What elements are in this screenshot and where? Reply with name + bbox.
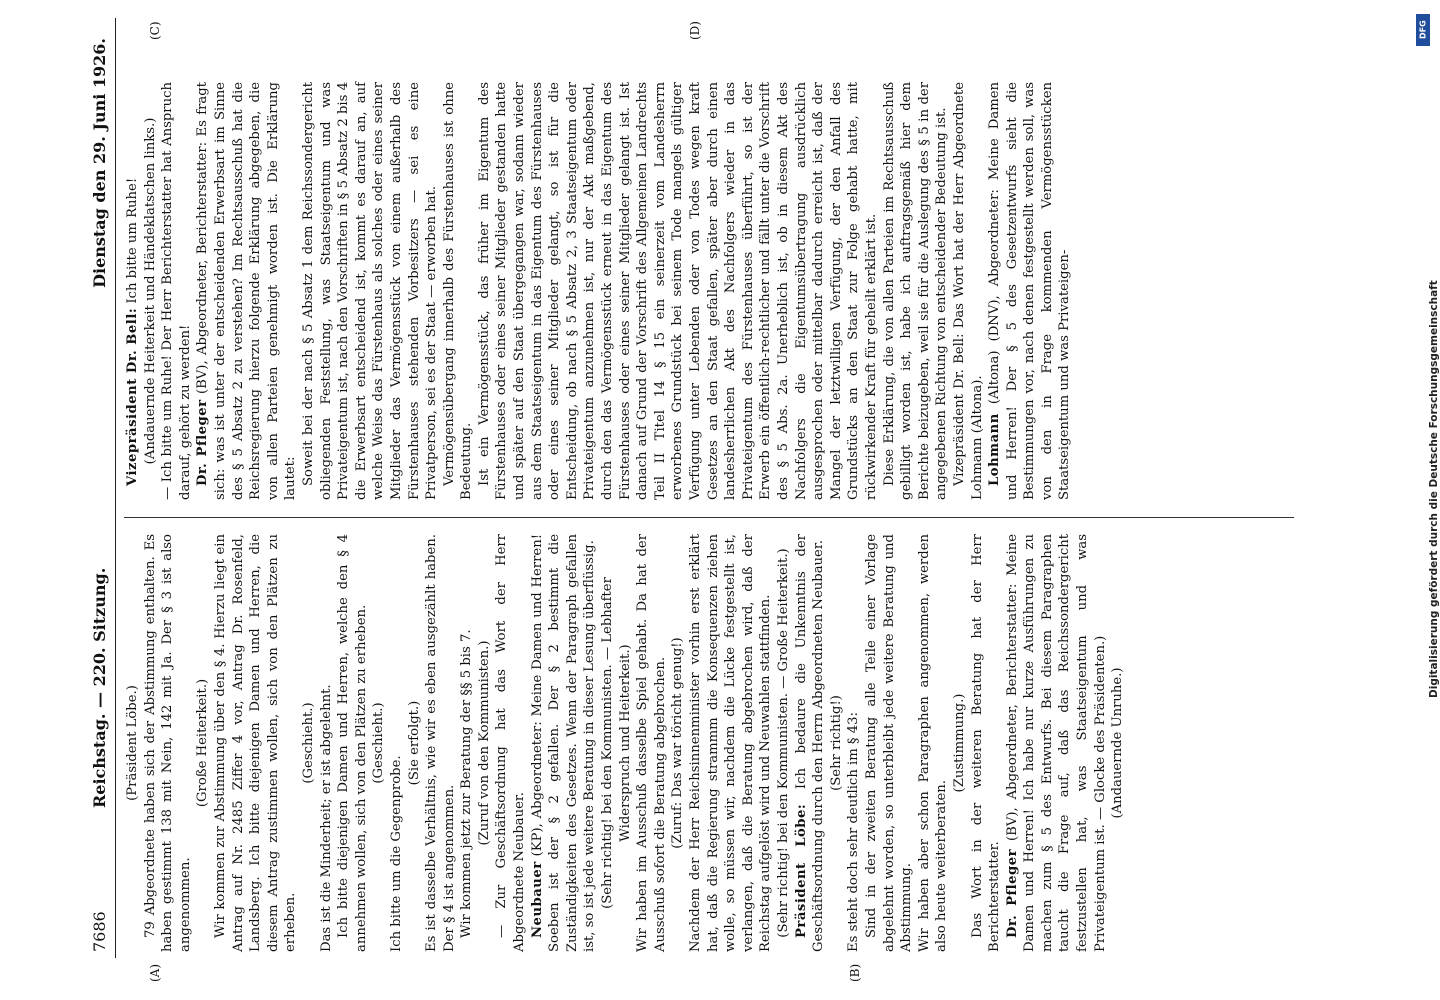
margin-mark-d: (D) bbox=[688, 21, 702, 40]
paragraph-text: Soweit bei der nach § 5 Absatz 1 dem Reichssondergericht obliegenden Feststellung, was Staatseigentum und was Privateigentum ist, nach den Vorschriften in § 5 Absatz 2 bis 4 die Erwerbsart entscheidend ist, kommt es darauf an, auf welche Weise das Fürstenhaus als solches oder eines seiner Mitglieder das Vermögensstück von einem außerhalb des Fürstenhauses stehenden Vorbesitzers — sei es eine Privatperson, sei es der Staat — erworben hat. bbox=[300, 82, 440, 500]
right-column-paragraph bbox=[194, 82, 300, 500]
page-number: 7686 bbox=[90, 911, 109, 952]
right-column-paragraph bbox=[476, 82, 881, 500]
left-column-paragraph bbox=[476, 534, 494, 952]
speaker-name: Dr. Pfleger bbox=[1004, 848, 1020, 938]
left-column-paragraph bbox=[1004, 534, 1110, 952]
right-column-paragraph bbox=[951, 82, 986, 500]
paragraph-text: (KP), Abgeordneter: Meine Damen und Herren! Soeben ist der § 2 gefallen. Der § 2 bestimmt die Zuständigkeiten des Gesetzes. Wenn der Paragraph gefallen ist, so ist jede weitere Beratung in dieser Lesung überflüssig. bbox=[529, 534, 598, 952]
header-center-title: Reichstag. — 220. Sitzung. bbox=[90, 567, 109, 808]
left-column-paragraph bbox=[951, 534, 969, 952]
left-column-paragraph bbox=[388, 534, 406, 952]
paragraph-text: Ist ein Vermögensstück, das früher im Eigentum des Fürstenhauses oder eines seiner Mitglieder gestanden hatte und später auf den Staat übergegangen war, sodann wieder aus dem Staatseigentum in das Eigentum des Fürstenhauses oder eines seiner Mitglieder gelangt, so ist für die Entscheidung, ob nach § 5 Absatz 2, 3 Staatseigentum oder Privateigentum anzunehmen ist, nur der Akt maßgebend, durch den das Vermögensstück erneut in das Eigentum des Fürstenhauses oder eines seiner Mitglieder gelangt ist. Ist danach auf Grund der Vorschrift des Allgemeinen Landrechts Teil II Titel 14 § 15 ein seinerzeit vom Landesherrn erworbenes Grundstück bei seinem Tode mangels gültiger Verfügung unter Lebenden oder von Todes wegen kraft Gesetzes an den Staat gefallen, später aber durch einen landesherrlichen Akt des Nachfolgers wieder in das Privateigentum des Fürstenhauses überführt, so ist der Erwerb ein öffentlich-rechtlicher und fällt unter die Vorschrift des § 5 Abs. 2a. Unerheblich ist, ob in diesem Akt des Nachfolgers die Eigentumsübertragung ausdrücklich ausgesprochen oder mittelbar dadurch erreicht ist, daß der Mangel der letztwilligen Verfügung, der den Anfall des Grundstücks an den Staat zur Folge gehabt hatte, mit rückwirkender Kraft für geheilt erklärt ist. bbox=[476, 82, 879, 500]
paragraph-text: Ich bitte diejenigen Damen und Herren, welche den § 4 annehmen wollen, sich von den Plätzen zu erheben. bbox=[336, 534, 369, 952]
paragraph-text: (Sie erfolgt.) bbox=[406, 700, 422, 786]
left-column-paragraph bbox=[775, 534, 793, 952]
right-column-paragraph bbox=[881, 82, 951, 500]
dfg-logo: DFG bbox=[1416, 14, 1430, 46]
right-column-paragraph bbox=[159, 82, 194, 500]
paragraph-text: (Geschieht.) bbox=[300, 702, 316, 784]
paragraph-text: Wir kommen jetzt zur Beratung der §§ 5 bis 7. bbox=[459, 629, 475, 938]
left-column-paragraph bbox=[406, 534, 424, 952]
header-rule bbox=[115, 18, 116, 958]
right-column-paragraph bbox=[300, 82, 441, 500]
speaker-name: Dr. Pfleger bbox=[195, 399, 211, 486]
paragraph-text: Nachdem der Herr Reichsinnenminister vorhin erst erklärt hat, daß die Regierung strammm die Konsequenzen ziehen wolle, so müssen wir, nachdem die Lücke festgestellt ist, verlangen, daß die Beratung abgebrochen wird, daß der Reichstag aufgelöst wird und Neuwahlen stattfinden. bbox=[688, 534, 774, 952]
paragraph-text: (BV), Abgeordneter, Berichterstatter: Es fragt sich: was ist unter der entscheidenden Erwerbsart im Sinne des § 5 Absatz 2 zu verstehen? Im Rechtsausschuß hat die Reichsregierung hierzu folgende Erklärung abgegeben, die von allen Parteien genehmigt worden ist. Die Erklärung lautet: bbox=[195, 82, 299, 500]
paragraph-text: Vizepräsident Dr. Bell: Das Wort hat der Herr Abgeordnete Lohmann (Altona). bbox=[951, 82, 985, 500]
paragraph-text: (Sehr richtig! bei den Kommunisten. — Große Heiterkeit.) bbox=[775, 548, 791, 938]
left-column-paragraph bbox=[529, 534, 599, 952]
left-column-paragraph bbox=[458, 534, 476, 952]
paragraph-text: (Große Heiterkeit.) bbox=[195, 678, 211, 808]
paragraph-text: Vermögensübergang innerhalb des Fürstenhauses ist ohne Bedeutung. bbox=[441, 82, 475, 500]
left-column-paragraph bbox=[423, 534, 458, 952]
paragraph-text: Ich bedaure die Unkenntnis der Geschäftsordnung durch den Herrn Abgeordneten Neubauer. bbox=[793, 534, 827, 952]
left-column-paragraph bbox=[370, 534, 388, 952]
left-column-paragraph bbox=[124, 534, 142, 952]
paragraph-text: Das ist die Minderheit; er ist abgelehnt. bbox=[318, 684, 334, 952]
paragraph-text: (Präsident Löbe.) bbox=[125, 685, 140, 801]
margin-mark-c: (C) bbox=[148, 21, 162, 40]
left-column-paragraph bbox=[828, 534, 846, 952]
margin-mark-a: (A) bbox=[148, 963, 162, 982]
paragraph-text: Es steht doch sehr deutlich im § 43: bbox=[846, 712, 862, 952]
left-column-paragraph bbox=[599, 534, 634, 952]
left-column-paragraph bbox=[194, 534, 212, 952]
paragraph-text: Ich bitte um die Gegenprobe. bbox=[388, 755, 404, 952]
page-header bbox=[88, 18, 114, 958]
paragraph-text: Wir kommen zur Abstimmung über den § 4. Hierzu liegt ein Antrag auf Nr. 2485 Ziffer 4 vor, Antrag Dr. Rosenfeld, Landsberg. Ich bitte diejenigen Damen und Herren, die diesem Antrag zustimmen wollen, sich von den Plätzen zu erheben. bbox=[212, 534, 299, 952]
dfg-credit-strip bbox=[1416, 8, 1440, 698]
paragraph-text: (Zustimmung.) bbox=[951, 693, 967, 793]
paragraph-text: — Ich bitte um Ruhe! Der Herr Berichterstatter hat Anspruch darauf, gehört zu werden! bbox=[160, 82, 193, 500]
speaker-name: Präsident Löbe: bbox=[793, 803, 809, 938]
left-column-paragraph bbox=[300, 534, 318, 952]
paragraph-text: (Sehr richtig! bei den Kommunisten. — Lebhafter Widerspruch und Heiterkeit.) bbox=[600, 577, 633, 909]
paragraph-text: Diese Erklärung, die von allen Parteien im Rechtsausschuß gebilligt worden ist, habe ich auftragsgemäß hier dem Berichte beizugeben, weil sie für die Auslegung des § 5 in der angegebenen Richtung von entscheidender Bedeutung ist. bbox=[881, 82, 950, 500]
left-column-paragraph bbox=[793, 534, 828, 952]
header-date: Dienstag den 29. Juni 1926. bbox=[90, 38, 109, 288]
left-column-paragraph bbox=[1109, 534, 1127, 952]
paragraph-text: (Andauernde Heiterkeit und Händeklatschen links.) bbox=[142, 117, 158, 465]
paragraph-text: (BV), Abgeordneter, Berichterstatter: Meine Damen und Herren! Ich habe nur kurze Ausführungen zu machen zum § 5 des Entwurfs. Bei diesem Paragraphen taucht die Frage auf, daß das Reichssondergericht festzustellen hat, was Staatseigentum und was Privateigentum ist. — Glocke des Präsidenten.) bbox=[1004, 533, 1108, 952]
left-column-paragraph bbox=[212, 534, 300, 952]
paragraph-text: Das Wort in der weiteren Beratung hat der Herr Berichterstatter. bbox=[969, 534, 1003, 952]
left-column-paragraph bbox=[916, 534, 951, 952]
paragraph-text: — Zur Geschäftsordnung hat das Wort der Herr Abgeordnete Neubauer. bbox=[494, 534, 528, 952]
rotated-document-page bbox=[88, 18, 1308, 982]
paragraph-text: (Altona) (DNV), Abgeordneter: Meine Damen und Herren! Der § 5 des Gesetzentwurfs sieht die Bestimmungen vor, nach denen festgestellt werden soll, was von den in Frage kommenden Vermögensstücken Staatseigentum und was Privateigen- bbox=[987, 82, 1073, 500]
column-divider bbox=[124, 517, 1294, 518]
paragraph-text: (Zuruf: Das war töricht genug!) bbox=[670, 637, 686, 849]
speaker-name: Lohmann bbox=[987, 413, 1003, 486]
left-column-paragraph bbox=[863, 534, 916, 952]
speaker-name: Neubauer bbox=[529, 861, 545, 938]
paragraph-text: (Zuruf von den Kommunisten.) bbox=[476, 640, 492, 846]
paragraph-text: (Sehr richtig!) bbox=[828, 695, 844, 791]
left-column-paragraph bbox=[634, 534, 669, 952]
left-column-paragraph bbox=[669, 534, 687, 952]
margin-mark-b: (B) bbox=[848, 963, 862, 982]
speaker-name: Vizepräsident Dr. Bell: bbox=[125, 307, 140, 486]
left-column-paragraph bbox=[969, 534, 1004, 952]
left-column-paragraph bbox=[493, 534, 528, 952]
paragraph-text: Wir haben aber schon Paragraphen angenommen, werden also heute weiterberaten. bbox=[916, 534, 950, 952]
right-column-paragraph bbox=[441, 82, 476, 500]
dfg-credit-text: Digitalisierung gefördert durch die Deutsche Forschungsgemeinschaft bbox=[1428, 280, 1440, 698]
paragraph-text: Ich bitte um Ruhe! bbox=[125, 177, 140, 308]
paragraph-text: Sind in der zweiten Beratung alle Teile einer Vorlage abgelehnt worden, so unterbleibt jede weitere Beratung und Abstimmung. bbox=[863, 534, 915, 952]
left-column-paragraph bbox=[845, 534, 863, 952]
right-column bbox=[124, 82, 1074, 500]
paragraph-text: 79 Abgeordnete haben sich der Abstimmung enthalten. Es haben gestimmt 138 mit Nein, 142 mit Ja. Der § 3 ist also angenommen. bbox=[142, 534, 193, 952]
right-column-paragraph bbox=[986, 82, 1074, 500]
paragraph-text: (Geschieht.) bbox=[371, 702, 387, 784]
paragraph-text: Es ist dasselbe Verhältnis, wie wir es eben ausgezählt haben. Der § 4 ist angenommen. bbox=[424, 534, 457, 952]
paragraph-text: Wir haben im Ausschuß dasselbe Spiel gehabt. Da hat der Ausschuß sofort die Beratung abgebrochen. bbox=[635, 534, 668, 952]
left-column-paragraph bbox=[142, 534, 195, 952]
left-column bbox=[124, 534, 1127, 952]
left-column-paragraph bbox=[318, 534, 336, 952]
right-column-paragraph bbox=[142, 82, 160, 500]
paragraph-text: (Andauernde Unruhe.) bbox=[1110, 667, 1126, 819]
left-column-paragraph bbox=[687, 534, 775, 952]
left-column-paragraph bbox=[335, 534, 370, 952]
right-column-paragraph bbox=[124, 82, 142, 500]
